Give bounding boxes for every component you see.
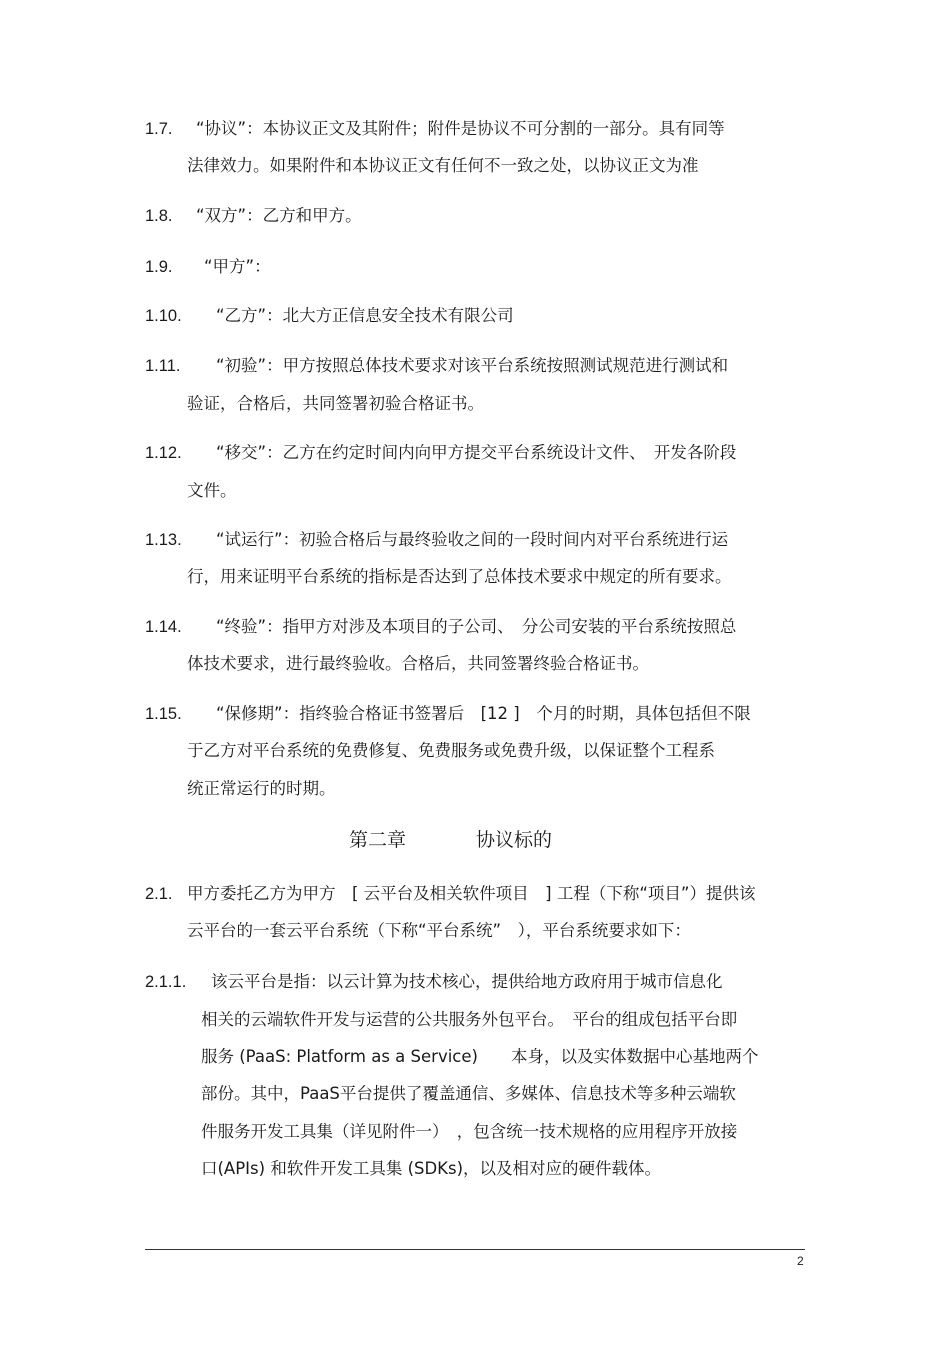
clause-text: “终验”：指甲方对涉及本项目的子公司、 分公司安装的平台系统按照总: [216, 617, 737, 636]
clause-text: 云平台的一套云平台系统（下称“平台系统” ），平台系统要求如下：: [187, 921, 691, 940]
page-number: 2: [797, 1254, 804, 1268]
footer-divider: [145, 1249, 805, 1250]
clause-number: 1.12.: [145, 444, 182, 462]
clause-number: 1.14.: [145, 618, 182, 636]
clause-text: “甲方”：: [204, 257, 271, 276]
clause-text: 服务 (PaaS: Platform as a Service) 本身，以及实体数据中心基地两个: [201, 1047, 759, 1066]
clause-text: “保修期”：指终验合格证书签署后 [12 ] 个月的时期，具体包括但不限: [216, 704, 751, 723]
clause-number: 1.11.: [145, 357, 181, 375]
clause-text: 统正常运行的时期。: [187, 779, 336, 798]
clause-number: 1.13.: [145, 531, 182, 549]
clause-text: 行，用来证明平台系统的指标是否达到了总体技术要求中规定的所有要求。: [187, 567, 732, 586]
clause-text: “试运行”：初验合格后与最终验收之间的一段时间内对平台系统进行运: [216, 530, 729, 549]
clause-text: “初验”：甲方按照总体技术要求对该平台系统按照测试规范进行测试和: [216, 356, 729, 375]
clause-text: “双方”：乙方和甲方。: [196, 206, 362, 225]
clause-text: 相关的云端软件开发与运营的公共服务外包平台。 平台的组成包括平台即: [201, 1010, 738, 1029]
clause-text: 文件。: [187, 481, 237, 500]
clause-text: “乙方”：北大方正信息安全技术有限公司: [216, 306, 514, 325]
clause-number: 1.7.: [145, 120, 173, 138]
clause-text: 法律效力。如果附件和本协议正文有任何不一致之处，以协议正文为准: [187, 156, 699, 175]
chapter-label: 第二章: [349, 829, 407, 851]
clause-text: 口(APIs) 和软件开发工具集 (SDKs)，以及相对应的硬件载体。: [201, 1159, 662, 1178]
clause-number: 1.9.: [145, 258, 173, 276]
clause-number: 1.10.: [145, 307, 182, 325]
clause-text: 甲方委托乙方为甲方 [ 云平台及相关软件项目 ] 工程（下称“项目”）提供该: [187, 884, 756, 903]
clause-text: 该云平台是指：以云计算为技术核心，提供给地方政府用于城市信息化: [211, 972, 723, 991]
clause-text: 于乙方对平台系统的免费修复、免费服务或免费升级，以保证整个工程系: [187, 741, 715, 760]
clause-number: 2.1.: [145, 885, 173, 903]
chapter-title: 协议标的: [476, 829, 553, 851]
clause-number: 2.1.1.: [145, 973, 187, 991]
clause-text: 体技术要求，进行最终验收。合格后，共同签署终验合格证书。: [187, 654, 649, 673]
clause-text: 件服务开发工具集（详见附件一） ，包含统一技术规格的应用程序开放接: [201, 1122, 738, 1141]
clause-number: 1.8.: [145, 207, 173, 225]
clause-text: 部份。其中，PaaS平台提供了覆盖通信、多媒体、信息技术等多种云端软: [201, 1084, 736, 1103]
clause-text: “协议”：本协议正文及其附件；附件是协议不可分割的一部分。具有同等: [196, 119, 725, 138]
clause-number: 1.15.: [145, 705, 182, 723]
clause-text: 验证，合格后，共同签署初验合格证书。: [187, 394, 484, 413]
clause-text: “移交”：乙方在约定时间内向甲方提交平台系统设计文件、 开发各阶段: [216, 443, 737, 462]
